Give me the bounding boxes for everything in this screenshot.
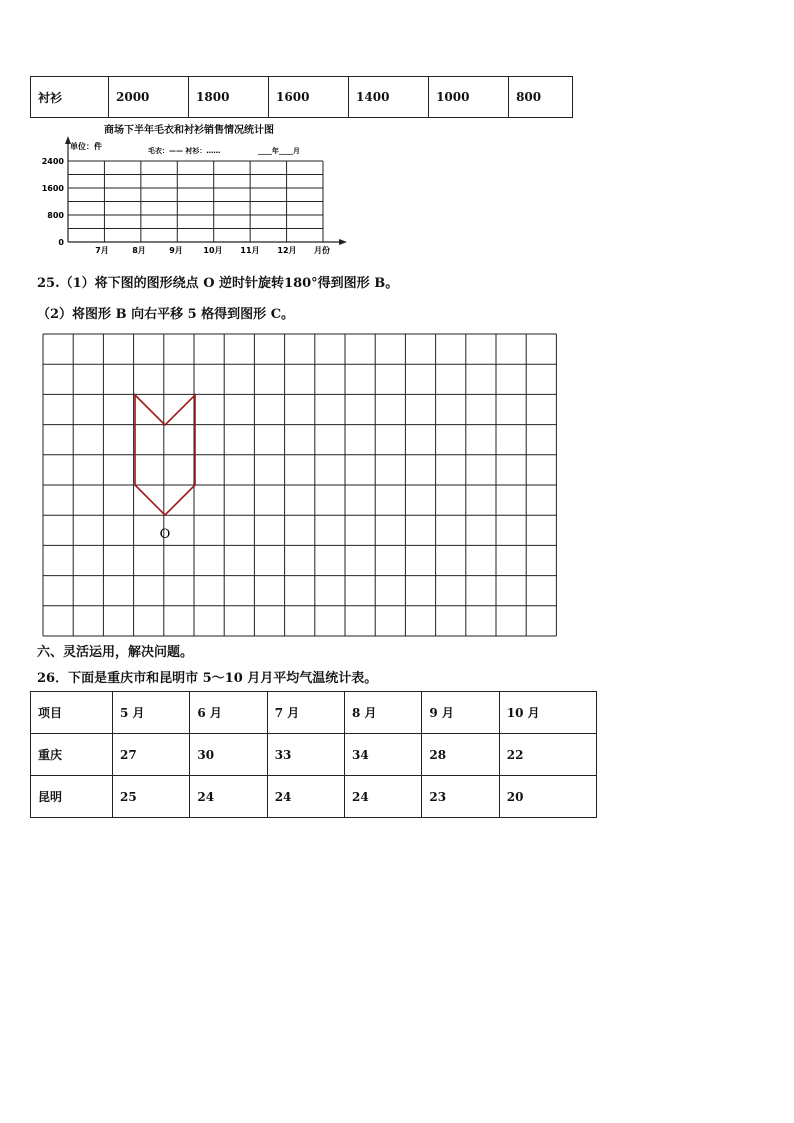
square-grid (40, 331, 562, 639)
chart-grid (68, 161, 323, 242)
table-cell: 24 (190, 776, 267, 818)
header-cell: 10 月 (499, 692, 596, 734)
row-label: 重庆 (31, 734, 113, 776)
table-cell: 1600 (269, 77, 349, 118)
question-25-part2: （2）将图形 B 向右平移 5 格得到图形 C。 (37, 307, 295, 322)
table-row (31, 77, 573, 118)
table-cell: 24 (267, 776, 344, 818)
y-tick-label: 2400 (41, 157, 64, 166)
header-cell: 7 月 (267, 692, 344, 734)
y-tick-label: 800 (47, 211, 64, 220)
x-tick-label: 9月 (169, 246, 183, 255)
table-row (31, 776, 597, 818)
table-cell: 20 (499, 776, 596, 818)
table-cell: 33 (267, 734, 344, 776)
temperature-table (30, 691, 597, 818)
table-cell: 24 (345, 776, 422, 818)
x-tick-label: 8月 (132, 246, 146, 255)
header-cell: 9 月 (422, 692, 499, 734)
header-cell: 项目 (31, 692, 113, 734)
row-label: 衬衫 (31, 77, 109, 118)
header-cell: 6 月 (190, 692, 267, 734)
table-cell: 25 (113, 776, 190, 818)
table-cell: 27 (113, 734, 190, 776)
header-cell: 5 月 (113, 692, 190, 734)
question-25-part1: 25.（1）将下图的图形绕点 O 逆时针旋转180°得到图形 B。 (37, 276, 399, 291)
table-cell: 2000 (109, 77, 189, 118)
x-axis-arrow (339, 239, 347, 245)
point-o-label: O (159, 527, 171, 542)
table-cell: 30 (190, 734, 267, 776)
table-cell: 23 (422, 776, 499, 818)
grid-lines (43, 334, 556, 636)
y-tick-label: 0 (58, 238, 64, 247)
table-cell: 28 (422, 734, 499, 776)
y-tick-label: 1600 (41, 184, 64, 193)
legend-text: 毛衣：—— 衬衫：…… (148, 147, 221, 155)
sales-chart (28, 132, 358, 257)
table-cell: 1800 (189, 77, 269, 118)
table-cell: 1000 (429, 77, 509, 118)
header-cell: 8 月 (345, 692, 422, 734)
table-cell: 1400 (349, 77, 429, 118)
table-cell: 34 (345, 734, 422, 776)
table-cell: 800 (509, 77, 573, 118)
row-label: 昆明 (31, 776, 113, 818)
table-header-row (31, 692, 597, 734)
x-tick-label: 11月 (240, 246, 260, 255)
date-text: ____年____月 (258, 147, 300, 155)
question-26-text: 26．下面是重庆市和昆明市 5～10 月月平均气温统计表。 (37, 671, 378, 686)
x-tick-label: 7月 (95, 246, 109, 255)
chart-title: 商场下半年毛衣和衬衫销售情况统计图 (104, 125, 274, 136)
x-tick-label: 10月 (203, 246, 223, 255)
unit-label: 单位：件 (70, 142, 102, 151)
table-cell: 22 (499, 734, 596, 776)
shirt-sales-table (30, 76, 573, 118)
section-heading: 六、灵活运用，解决问题。 (37, 645, 194, 660)
x-tick-label: 12月 (277, 246, 297, 255)
table-row (31, 734, 597, 776)
x-axis-label: 月份 (314, 246, 330, 255)
